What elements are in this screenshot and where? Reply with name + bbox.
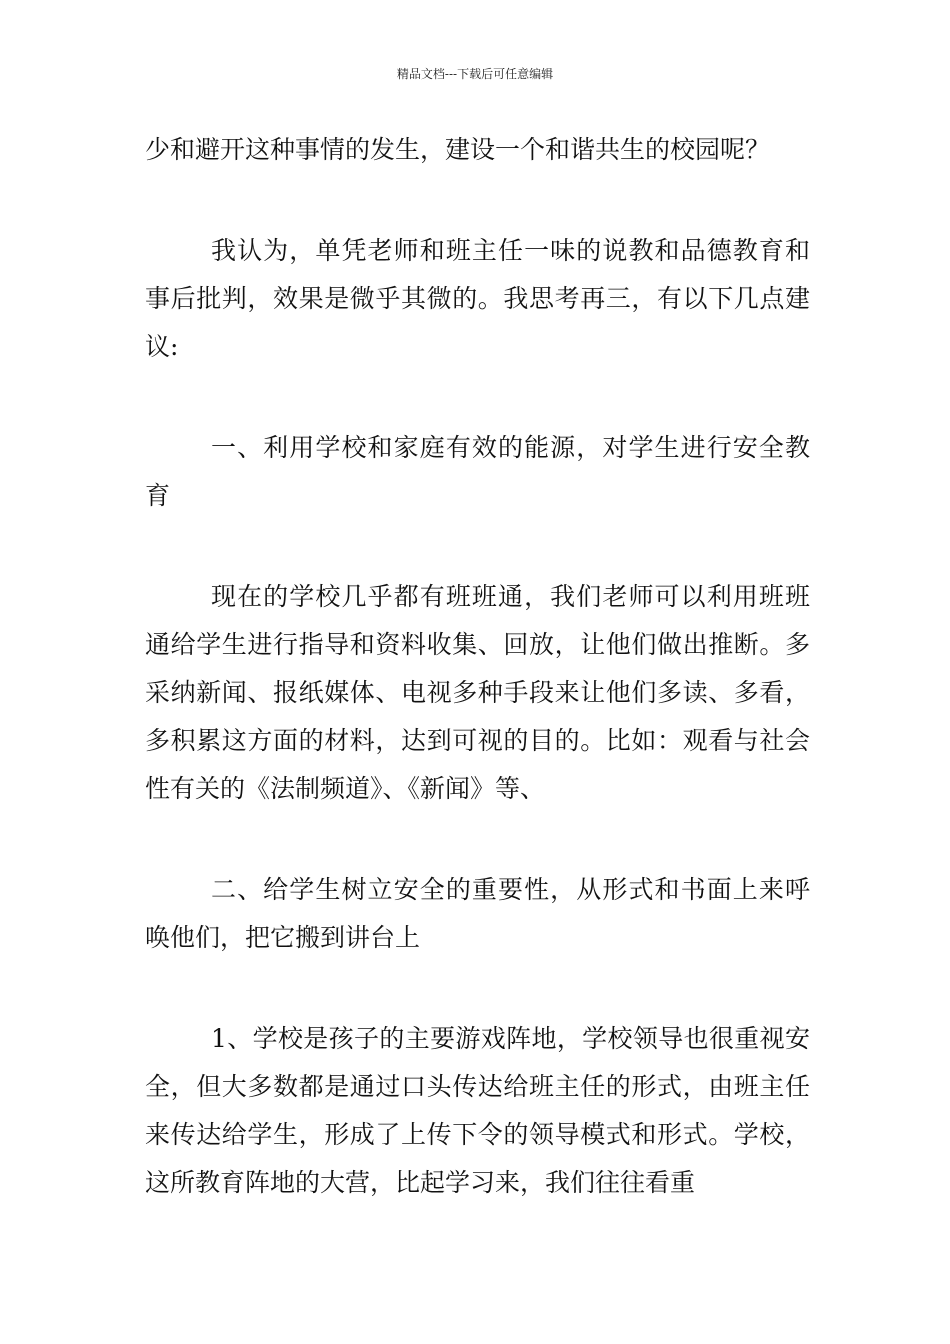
paragraph-2: 我认为，单凭老师和班主任一味的说教和品德教育和事后批判，效果是微乎其微的。我思考再三，有以下几点建议: — [145, 236, 810, 361]
paragraph-gap — [145, 813, 810, 866]
paragraph-gap — [145, 371, 810, 424]
page-header: 精品文档---下载后可任意编辑 — [396, 67, 554, 81]
paragraph-3: 现在的学校几乎都有班班通，我们老师可以利用班班通给学生进行指导和资料收集、回放，让他们做出推断。多采纳新闻、报纸媒体、电视多种手段来让他们多读、多看，多积累这方面的材料，达到可视的目的。比如：观看与社会性有关的《法制频道》、《新闻》等、 — [145, 582, 810, 803]
section-heading-1: 一、利用学校和家庭有效的能源，对学生进行安全教育 — [145, 433, 810, 510]
section-heading-2: 二、给学生树立安全的重要性，从形式和书面上来呼唤他们，把它搬到讲台上 — [145, 875, 810, 952]
paragraph-gap — [145, 174, 810, 227]
paragraph-4: 1、学校是孩子的主要游戏阵地，学校领导也很重视安全，但大多数都是通过口头传达给班主任的形式，由班主任来传达给学生，形成了上传下令的领导模式和形式。学校，这所教育阵地的大营，比起学习来，我们往往看重 — [145, 1024, 810, 1197]
paragraph-gap — [145, 962, 810, 1015]
paragraph-gap — [145, 520, 810, 573]
document-body — [145, 126, 810, 1207]
paragraph-1: 少和避开这种事情的发生，建设一个和谐共生的校园呢？ — [145, 135, 771, 164]
